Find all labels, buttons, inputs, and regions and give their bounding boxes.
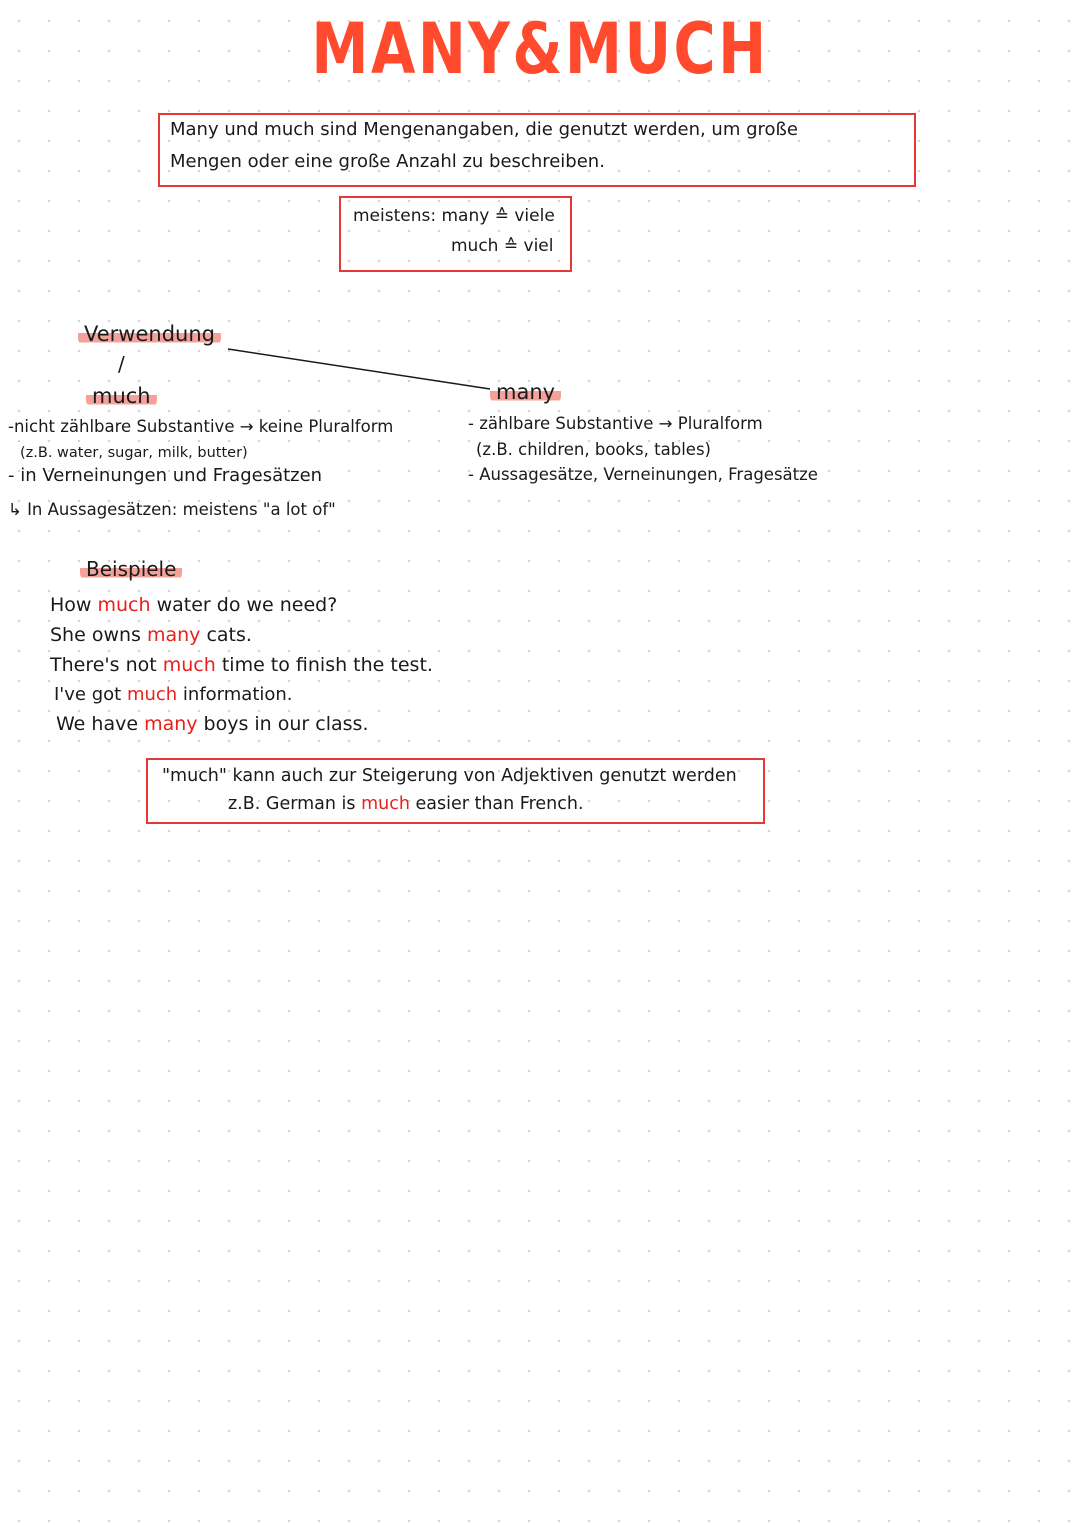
much-label: much bbox=[86, 384, 157, 408]
much-item-2: (z.B. water, sugar, milk, butter) bbox=[20, 445, 248, 461]
meistens-line-2: much ≙ viel bbox=[451, 236, 554, 256]
example-keyword: much bbox=[97, 594, 151, 616]
many-label: many bbox=[490, 380, 561, 404]
example-text: I've got bbox=[54, 684, 127, 705]
note-text: z.B. German is bbox=[228, 794, 362, 814]
example-text: cats. bbox=[200, 624, 252, 646]
example-1 bbox=[50, 594, 337, 616]
verwendung-slash: / bbox=[118, 352, 125, 376]
example-text: How bbox=[50, 594, 98, 616]
intro-line-1: Many und much sind Mengenangaben, die genutzt werden, um große bbox=[170, 119, 798, 140]
example-text: There's not bbox=[50, 654, 163, 676]
example-keyword: many bbox=[146, 624, 201, 646]
much-item-4: ↳ In Aussagesätzen: meistens "a lot of" bbox=[8, 500, 336, 519]
example-text: boys in our class. bbox=[197, 713, 369, 735]
example-text: information. bbox=[177, 684, 293, 705]
example-5 bbox=[56, 713, 369, 735]
example-text: We have bbox=[56, 713, 145, 735]
beispiele-label: Beispiele bbox=[80, 557, 182, 581]
meistens-line-1: meistens: many ≙ viele bbox=[353, 206, 555, 226]
much-item-1: -nicht zählbare Substantive → keine Pluralform bbox=[8, 417, 394, 436]
example-text: She owns bbox=[50, 624, 147, 646]
note-keyword: much bbox=[361, 794, 410, 814]
example-4 bbox=[54, 684, 293, 705]
example-text: water do we need? bbox=[150, 594, 338, 616]
many-item-1: - zählbare Substantive → Pluralform bbox=[468, 414, 763, 433]
beispiele-heading bbox=[80, 557, 182, 581]
example-text: time to finish the test. bbox=[215, 654, 433, 676]
verwendung-heading bbox=[78, 322, 221, 346]
many-item-3: - Aussagesätze, Verneinungen, Fragesätze bbox=[468, 465, 818, 484]
many-item-2: (z.B. children, books, tables) bbox=[476, 440, 711, 459]
page-title: MANY&MUCH bbox=[311, 8, 769, 90]
verwendung-label: Verwendung bbox=[78, 322, 221, 346]
note-line-1: "much" kann auch zur Steigerung von Adjektiven genutzt werden bbox=[162, 766, 737, 786]
much-heading bbox=[86, 384, 157, 408]
example-keyword: much bbox=[126, 684, 178, 705]
note-text: easier than French. bbox=[409, 794, 584, 814]
much-item-3: - in Verneinungen und Fragesätzen bbox=[8, 465, 323, 486]
note-box bbox=[146, 758, 765, 824]
intro-line-2: Mengen oder eine große Anzahl zu beschreiben. bbox=[170, 151, 605, 172]
example-3 bbox=[50, 654, 433, 676]
example-keyword: many bbox=[144, 713, 198, 735]
many-heading bbox=[490, 380, 561, 404]
note-line-2 bbox=[228, 794, 584, 814]
example-2 bbox=[50, 624, 252, 646]
example-keyword: much bbox=[162, 654, 216, 676]
